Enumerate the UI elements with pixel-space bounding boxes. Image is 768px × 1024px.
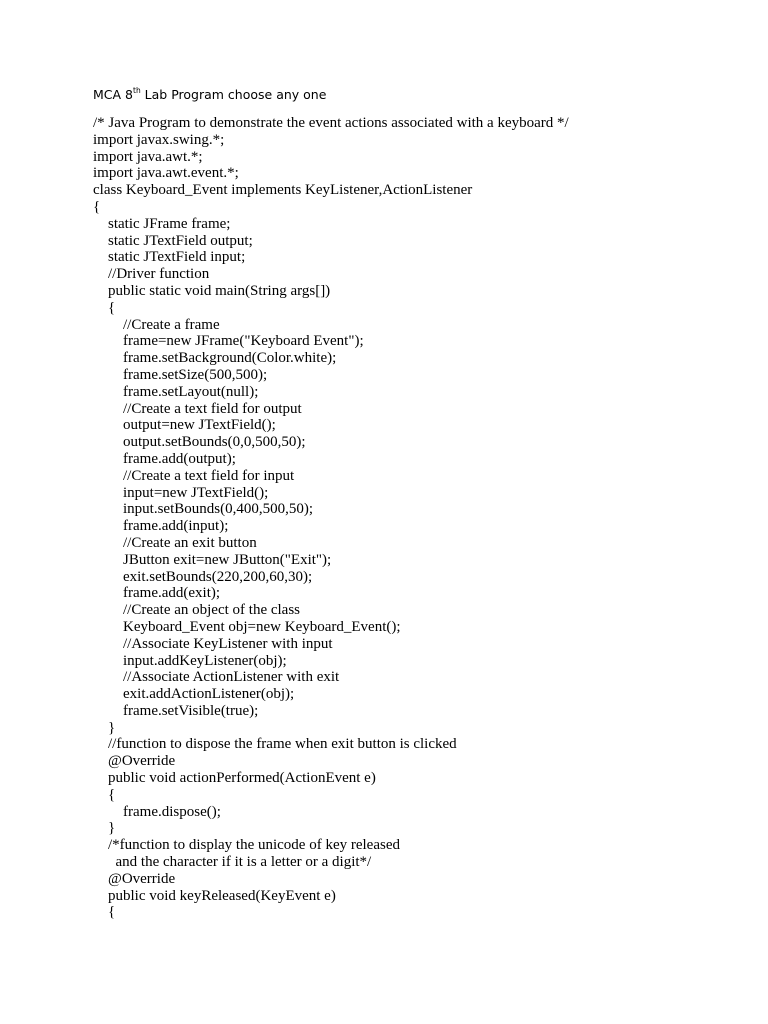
code-line: frame.setSize(500,500);	[93, 366, 268, 383]
heading-text: MCA 8	[93, 87, 133, 102]
code-line: {	[93, 786, 116, 803]
code-line: {	[93, 299, 116, 316]
code-line: public void actionPerformed(ActionEvent e)	[93, 770, 376, 787]
code-line: JButton exit=new JButton("Exit");	[93, 551, 332, 568]
code-line: static JFrame frame;	[93, 215, 231, 232]
code-line: /* Java Program to demonstrate the event actions associated with a keyboard */	[93, 115, 569, 131]
code-line: //Create an exit button	[93, 534, 257, 551]
code-listing	[93, 115, 569, 921]
code-line: /*function to display the unicode of key released	[93, 837, 400, 854]
code-line: frame.add(input);	[93, 518, 229, 535]
code-line: import java.awt.event.*;	[93, 165, 239, 182]
code-line: frame.setVisible(true);	[93, 702, 259, 719]
code-line: //Create an object of the class	[93, 602, 301, 619]
code-line: @Override	[93, 753, 176, 770]
code-line: input=new JTextField();	[93, 484, 269, 501]
code-line: frame=new JFrame("Keyboard Event");	[93, 333, 364, 350]
heading-text-rest: Lab Program choose any one	[140, 87, 327, 102]
code-line: static JTextField output;	[93, 232, 253, 249]
code-line: frame.add(exit);	[93, 585, 221, 602]
code-line: //Create a text field for input	[93, 467, 295, 484]
code-line: output.setBounds(0,0,500,50);	[93, 434, 306, 451]
code-line: exit.addActionListener(obj);	[93, 686, 295, 703]
code-line: output=new JTextField();	[93, 417, 276, 434]
code-line: public static void main(String args[])	[93, 282, 331, 299]
code-line: @Override	[93, 870, 176, 887]
code-line: exit.setBounds(220,200,60,30);	[93, 568, 313, 585]
code-line: //Associate KeyListener with input	[93, 635, 333, 652]
code-line: frame.dispose();	[93, 803, 221, 820]
code-line: frame.add(output);	[93, 450, 236, 467]
code-line: frame.setBackground(Color.white);	[93, 350, 337, 367]
code-line: import java.awt.*;	[93, 148, 203, 165]
code-line: }	[93, 820, 116, 837]
code-line: frame.setLayout(null);	[93, 383, 259, 400]
code-line: //Driver function	[93, 266, 210, 283]
code-line: input.addKeyListener(obj);	[93, 652, 287, 669]
heading-superscript: th	[133, 86, 141, 95]
code-line: //Create a text field for output	[93, 400, 302, 417]
code-line: Keyboard_Event obj=new Keyboard_Event();	[93, 618, 401, 635]
code-line: //Associate ActionListener with exit	[93, 669, 340, 686]
code-line: //Create a frame	[93, 316, 220, 333]
document-heading	[93, 87, 326, 102]
code-line: static JTextField input;	[93, 249, 246, 266]
code-line: input.setBounds(0,400,500,50);	[93, 501, 313, 518]
code-line: {	[93, 904, 116, 921]
code-line: public void keyReleased(KeyEvent e)	[93, 887, 336, 904]
code-line: //function to dispose the frame when exit button is clicked	[93, 736, 457, 753]
code-line: import javax.swing.*;	[93, 131, 225, 148]
code-line: }	[93, 719, 116, 736]
code-line: {	[93, 198, 101, 215]
code-line: class Keyboard_Event implements KeyListener,ActionListener	[93, 182, 473, 199]
code-line: and the character if it is a letter or a digit*/	[93, 854, 372, 871]
